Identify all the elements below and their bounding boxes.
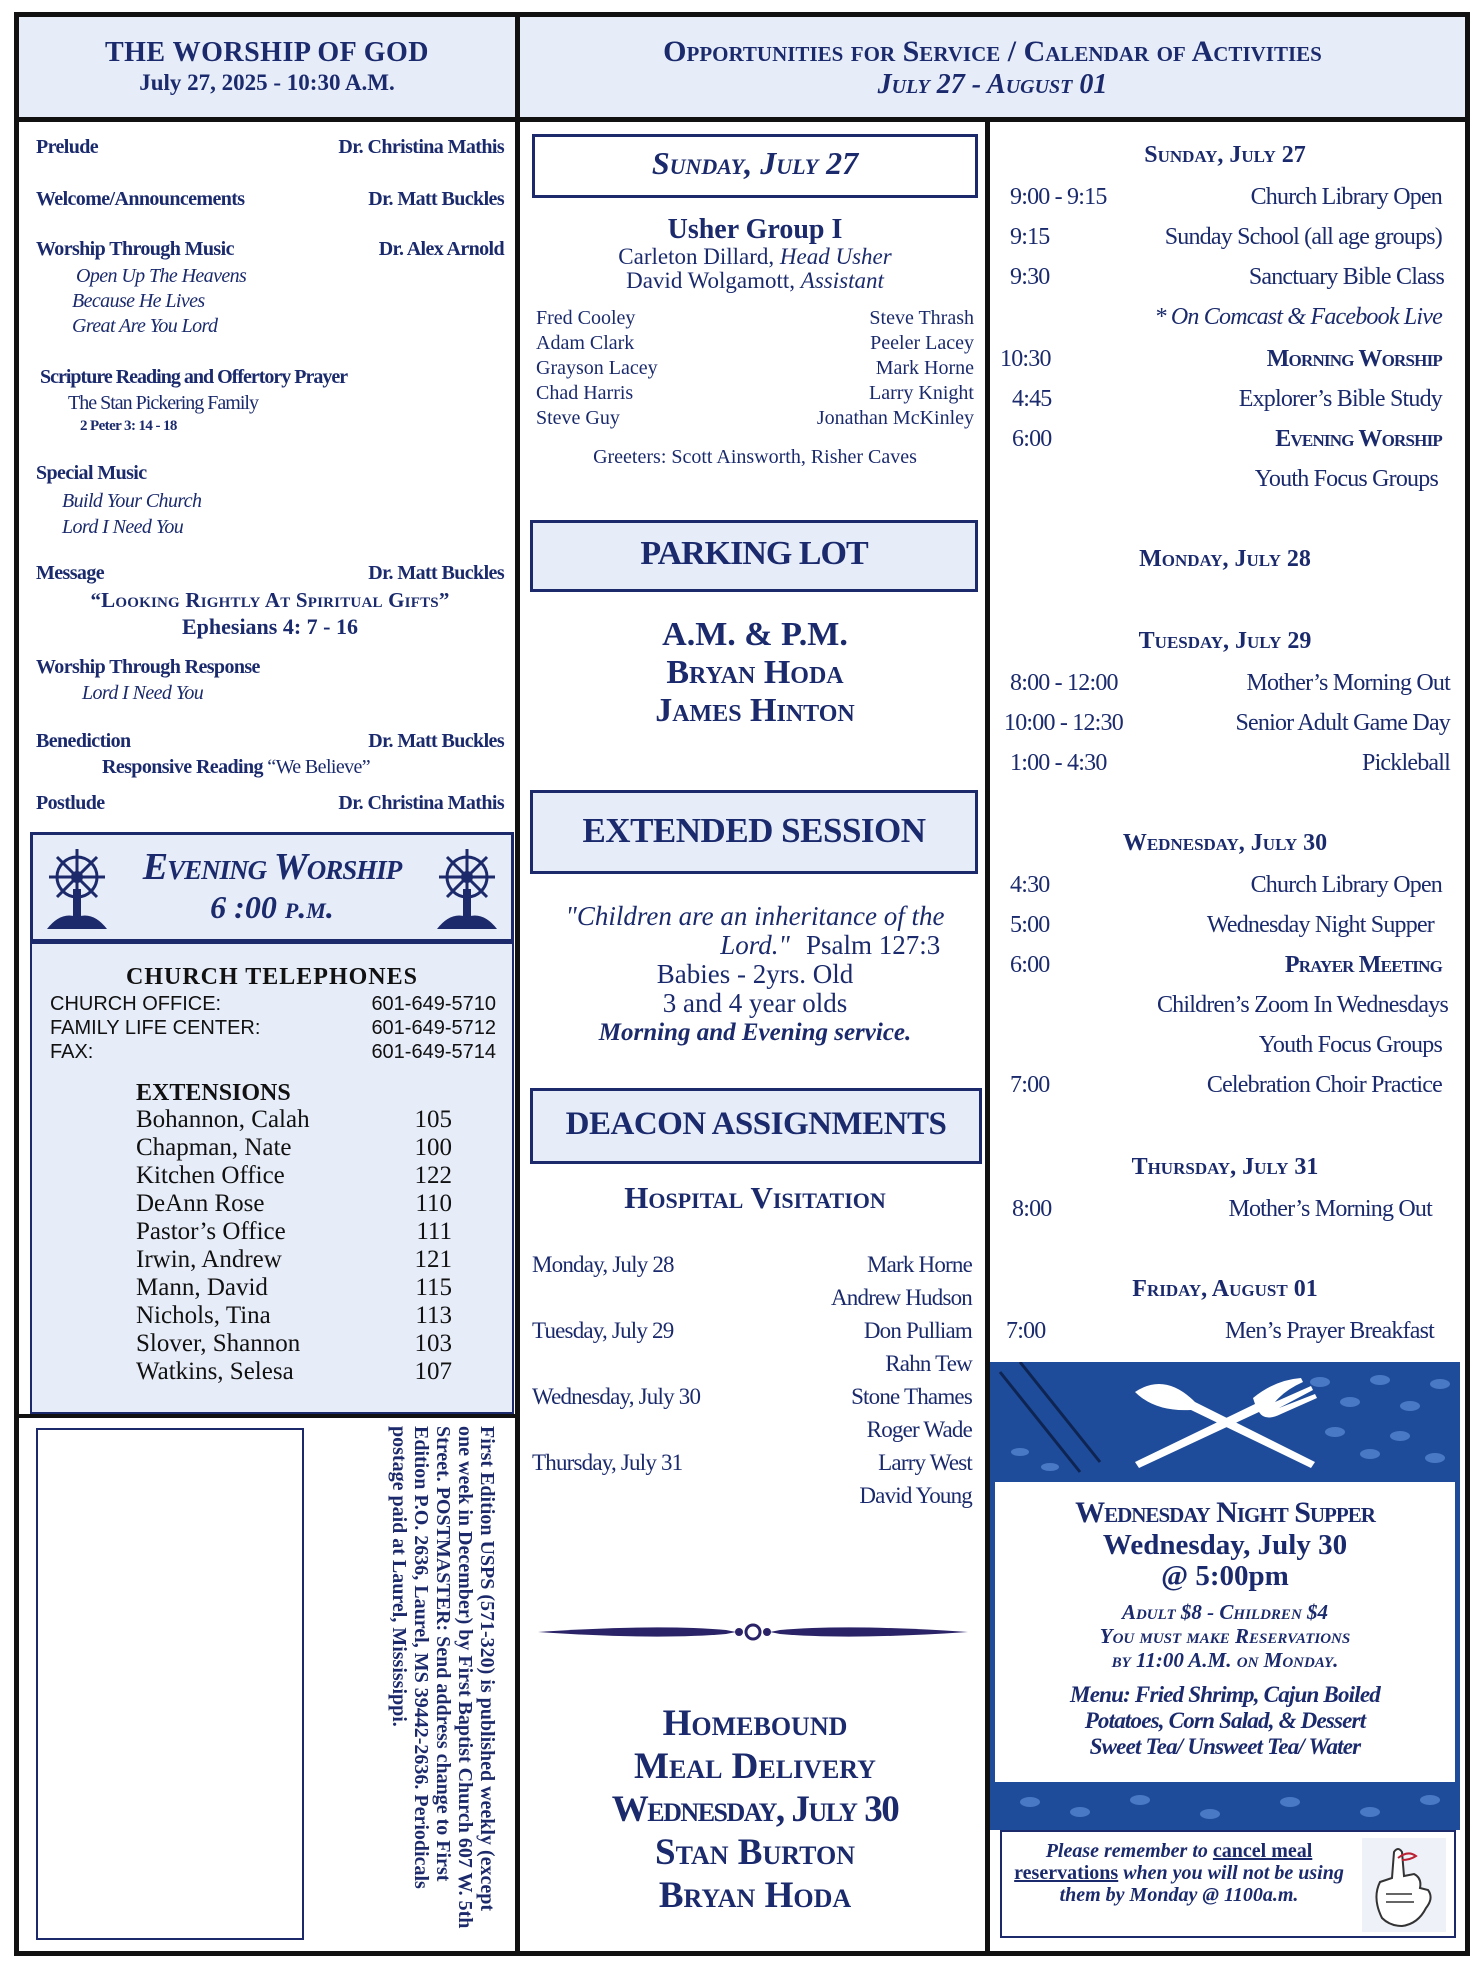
sunday-box [532, 134, 978, 198]
homebound-line: Meal Delivery [634, 1746, 876, 1787]
extension-number: 110 [415, 1190, 452, 1217]
extension-number: 107 [414, 1358, 452, 1385]
event-time: 10:30 [1000, 346, 1051, 372]
reminder-post: when you will not be using them by Monday @ 1100a.m. [1059, 1862, 1344, 1906]
response-song: Lord I Need You [82, 682, 204, 704]
decorative-divider-icon [536, 1620, 970, 1644]
supper-price: Adult $8 - Children $4 [1121, 1600, 1329, 1624]
deacon-entry [532, 1248, 972, 1314]
extension-name: Bohannon, Calah [136, 1106, 310, 1133]
extension-row [136, 1106, 452, 1134]
worship-item [36, 238, 504, 261]
usher-list [536, 306, 974, 431]
event-name: Church Library Open [1250, 872, 1442, 898]
event-name: Mother’s Morning Out [1246, 670, 1450, 696]
extension-number: 111 [416, 1218, 452, 1245]
event-time: 8:00 - 12:00 [1010, 670, 1118, 696]
usher-name: Larry Knight [869, 382, 974, 404]
extension-name: Pastor’s Office [136, 1218, 286, 1245]
worship-item [36, 188, 504, 211]
opportunities-header [520, 17, 1465, 117]
church-telephones-box [30, 942, 514, 1414]
extension-name: Nichols, Tina [136, 1302, 271, 1329]
lower-left-divider [19, 1414, 515, 1418]
song-title: Open Up The Heavens [76, 265, 247, 287]
reminder-text [1014, 1840, 1344, 1906]
worship-item-label: Benediction [36, 730, 131, 752]
event-name: Sunday School (all age groups) [1164, 224, 1442, 250]
event-time: 9:30 [1010, 264, 1050, 290]
supper-banner [990, 1362, 1460, 1830]
deacon-day: Thursday, July 31 [532, 1450, 683, 1475]
extension-number: 115 [415, 1274, 452, 1301]
worship-item-person: Dr. Christina Mathis [338, 136, 504, 158]
deacon-day: Monday, July 28 [532, 1252, 674, 1277]
worship-item-person: Dr. Matt Buckles [368, 730, 504, 752]
extension-number: 100 [414, 1134, 452, 1161]
telephone-line [50, 1040, 496, 1064]
scripture-family: The Stan Pickering Family [68, 392, 258, 414]
worship-item [36, 136, 504, 159]
usher-name: Grayson Lacey [536, 357, 658, 379]
event-time: 10:00 - 12:30 [1004, 710, 1123, 736]
banner-pattern [990, 1782, 1460, 1830]
event-name: Evening Worship [1275, 426, 1442, 452]
event-name: Children’s Zoom In Wednesdays [1156, 992, 1448, 1018]
song-title: Because He Lives [72, 290, 205, 312]
postal-notice: First Edition USPS (571-320) is published weekly (except one week in December) by First Baptist Church 607 W. 5th Street. POSTMASTER: Send address change to First Edition P.O. 2636, Laurel, MS 39442-2636. Periodicals postage paid at Laurel, Mississippi. [388, 1426, 498, 1929]
deacon-name: Rahn Tew [885, 1351, 972, 1376]
extension-number: 122 [414, 1162, 452, 1189]
calendar-day-title: Friday, August 01 [1132, 1276, 1318, 1302]
special-songs [62, 488, 201, 540]
deacon-name: Andrew Hudson [831, 1285, 972, 1310]
event-time: 7:00 [1010, 1072, 1050, 1098]
extension-row [136, 1330, 452, 1358]
homebound-line: Bryan Hoda [658, 1875, 852, 1916]
worship-title: THE WORSHIP OF GOD [104, 37, 430, 68]
telephone-label: FAX: [50, 1041, 94, 1063]
sunday-box-title: Sunday, July 27 [651, 145, 859, 181]
deacon-name: Larry West [878, 1450, 972, 1475]
supper-menu: Sweet Tea/ Unsweet Tea/ Water [1089, 1734, 1361, 1759]
extension-row [136, 1218, 452, 1246]
event-name: Youth Focus Groups [1254, 466, 1438, 492]
reminder-pre: Please remember to [1045, 1840, 1208, 1862]
event-time: 8:00 [1012, 1196, 1052, 1222]
telephone-list [50, 992, 496, 1064]
event-name: Pickleball [1362, 750, 1450, 776]
event-name: Prayer Meeting [1284, 952, 1442, 978]
assistant-usher-role: Assistant [800, 268, 884, 293]
hand-with-string-icon [1362, 1838, 1446, 1932]
homebound-line: Homebound [662, 1703, 848, 1744]
opportunities-dates: July 27 - August 01 [877, 69, 1108, 100]
worship-item-label: Worship Through Music [36, 238, 234, 260]
parking-line: James Hinton [655, 692, 855, 729]
extended-line: Morning and Evening service. [598, 1019, 912, 1046]
deacon-name: David Young [859, 1483, 972, 1508]
calendar-day-title: Thursday, July 31 [1131, 1154, 1319, 1180]
telephone-number: 601-649-5710 [371, 993, 496, 1015]
worship-item [36, 792, 504, 815]
extension-name: Chapman, Nate [136, 1134, 292, 1161]
extended-line: 3 and 4 year olds [662, 988, 848, 1018]
song-title: Lord I Need You [62, 516, 184, 538]
event-time: 6:00 [1010, 952, 1050, 978]
event-name: Sanctuary Bible Class [1248, 264, 1444, 290]
event-time: 9:00 - 9:15 [1010, 184, 1107, 210]
usher-name: Steve Guy [536, 407, 620, 429]
telephone-line [50, 1016, 496, 1040]
extension-number: 105 [414, 1106, 452, 1133]
extensions-title: EXTENSIONS [136, 1080, 291, 1106]
telephone-line [50, 992, 496, 1016]
extension-row [136, 1274, 452, 1302]
song-title: Build Your Church [62, 490, 202, 512]
worship-item-label: Message [36, 562, 104, 584]
column-divider-left [515, 12, 520, 1956]
usher-name: Steve Thrash [869, 307, 974, 329]
parking-lot-box [530, 520, 978, 592]
supper-title: Wednesday Night Supper [1075, 1496, 1375, 1529]
homebound-meal-delivery [532, 1702, 978, 1917]
event-name: Men’s Prayer Breakfast [1225, 1318, 1434, 1344]
head-usher [532, 244, 978, 270]
deacon-schedule [532, 1248, 972, 1512]
calendar-day-title: Sunday, July 27 [1144, 142, 1306, 168]
worship-item [36, 562, 504, 585]
extended-session-title: EXTENDED SESSION [582, 811, 926, 850]
worship-item-label: Welcome/Announcements [36, 188, 245, 210]
opportunities-title: Opportunities for Service / Calendar of Activities [663, 35, 1322, 68]
extended-line: Babies - 2yrs. Old [656, 959, 854, 989]
extension-row [136, 1302, 452, 1330]
extension-name: Watkins, Selesa [136, 1358, 294, 1385]
postal-notice-wrapper [318, 1426, 498, 1938]
deacon-entry [532, 1380, 972, 1446]
greeters: Greeters: Scott Ainsworth, Risher Caves [593, 446, 917, 468]
telephones-title: CHURCH TELEPHONES [126, 964, 418, 990]
extended-verse-ref: Psalm 127:3 [806, 930, 941, 960]
event-name: Church Library Open [1250, 184, 1442, 210]
usher-row [536, 331, 974, 356]
telephone-number: 601-649-5714 [371, 1041, 496, 1063]
head-usher-name: Carleton Dillard, [618, 244, 775, 269]
deacon-entry [532, 1446, 972, 1512]
head-usher-role: Head Usher [779, 244, 892, 269]
event-name: Mother’s Morning Out [1228, 1196, 1432, 1222]
responsive-reading [102, 756, 370, 779]
assistant-usher-name: David Wolgamott, [626, 268, 796, 293]
extended-verse: "Children are an inheritance of the Lord." [565, 901, 945, 960]
calendar-day-title: Wednesday, July 30 [1122, 830, 1328, 856]
extension-name: Irwin, Andrew [136, 1246, 282, 1273]
responsive-label: Responsive Reading [102, 756, 263, 778]
supper-reservation: You must make Reservations [1099, 1624, 1351, 1648]
extended-session-box [530, 790, 978, 874]
event-time: 9:15 [1010, 224, 1050, 250]
mailing-label-box [36, 1428, 304, 1940]
extended-session-details [532, 902, 978, 1047]
assistant-usher [532, 268, 978, 294]
supper-time: @ 5:00pm [1161, 1560, 1289, 1592]
evening-worship-time: 6 :00 p.m. [210, 889, 334, 925]
extension-row [136, 1134, 452, 1162]
deacon-name: Don Pulliam [863, 1318, 972, 1343]
extension-number: 103 [414, 1330, 452, 1357]
worship-item-person: Dr. Christina Mathis [338, 792, 504, 814]
deacon-day: Tuesday, July 29 [532, 1318, 674, 1343]
message-ref: Ephesians 4: 7 - 16 [181, 614, 359, 639]
supper-menu: Menu: Fried Shrimp, Cajun Boiled [1070, 1682, 1380, 1707]
worship-item-person: Dr. Alex Arnold [378, 238, 504, 260]
homebound-line: Wednesday, July 30 [611, 1789, 899, 1830]
usher-name: Jonathan McKinley [816, 407, 974, 429]
extension-name: Mann, David [136, 1274, 268, 1301]
usher-name: Adam Clark [536, 332, 635, 354]
worship-item-label: Postlude [36, 792, 105, 814]
reminder-box [1000, 1830, 1456, 1938]
calendar-day-title: Monday, July 28 [1139, 546, 1311, 572]
extension-row [136, 1190, 452, 1218]
event-name: Wednesday Night Supper [1206, 912, 1434, 938]
scripture-ref: 2 Peter 3: 14 - 18 [80, 418, 177, 434]
supper-date: Wednesday, July 30 [1102, 1529, 1348, 1561]
usher-row [536, 356, 974, 381]
telephone-number: 601-649-5712 [371, 1017, 496, 1039]
extension-row [136, 1358, 452, 1386]
deacon-name: Stone Thames [851, 1384, 972, 1409]
supper-menu: Potatoes, Corn Salad, & Dessert [1084, 1708, 1366, 1733]
reminder-link: cancel meal reservations [1014, 1840, 1313, 1884]
extension-name: Slover, Shannon [136, 1330, 301, 1357]
message-title: “Looking Rightly At Spiritual Gifts” [90, 588, 450, 612]
event-name: Youth Focus Groups [1258, 1032, 1442, 1058]
supper-reservation: by 11:00 A.M. on Monday. [1111, 1648, 1339, 1672]
extensions-list [136, 1106, 452, 1386]
hospital-visitation-title: Hospital Visitation [624, 1180, 886, 1215]
worship-item-label: Scripture Reading and Offertory Prayer [40, 366, 348, 388]
telephone-label: FAMILY LIFE CENTER: [50, 1017, 261, 1039]
deacon-entry [532, 1314, 972, 1380]
music-songs [72, 264, 247, 339]
deacon-assignments-box [530, 1088, 982, 1164]
usher-group-title: Usher Group I [667, 214, 843, 245]
evening-worship-title: Evening Worship [142, 846, 402, 888]
extension-number: 121 [414, 1246, 452, 1273]
extension-name: Kitchen Office [136, 1162, 285, 1189]
event-name: Explorer’s Bible Study [1238, 386, 1442, 412]
worship-item-label: Worship Through Response [36, 656, 260, 678]
event-time: 5:00 [1010, 912, 1050, 938]
worship-item-person: Dr. Matt Buckles [368, 562, 504, 584]
extension-number: 113 [415, 1302, 452, 1329]
event-time: 6:00 [1012, 426, 1052, 452]
usher-name: Peeler Lacey [870, 332, 974, 354]
usher-row [536, 306, 974, 331]
deacon-assignments-title: DEACON ASSIGNMENTS [565, 1106, 947, 1142]
telephone-label: CHURCH OFFICE: [50, 993, 222, 1015]
parking-lot-title: PARKING LOT [640, 535, 868, 572]
song-title: Great Are You Lord [72, 315, 218, 337]
worship-item-label: Special Music [36, 462, 147, 484]
worship-item-label: Prelude [36, 136, 99, 158]
worship-date: July 27, 2025 - 10:30 A.M. [139, 70, 395, 95]
usher-section [532, 214, 978, 294]
event-time: 1:00 - 4:30 [1010, 750, 1107, 776]
supper-details [995, 1482, 1455, 1782]
deacon-name: Mark Horne [866, 1252, 972, 1277]
extension-name: DeAnn Rose [136, 1190, 265, 1217]
responsive-title: “We Believe” [267, 756, 371, 778]
extension-row [136, 1162, 452, 1190]
extension-row [136, 1246, 452, 1274]
usher-name: Mark Horne [875, 357, 974, 379]
event-time: 7:00 [1006, 1318, 1046, 1344]
worship-header [19, 17, 515, 117]
parking-line: Bryan Hoda [666, 654, 844, 691]
evening-worship-box [30, 832, 514, 942]
parking-assignments [532, 616, 978, 730]
homebound-line: Stan Burton [655, 1832, 855, 1873]
calendar-day-title: Tuesday, July 29 [1138, 628, 1312, 654]
usher-row [536, 381, 974, 406]
event-name: Senior Adult Game Day [1235, 710, 1450, 736]
worship-item [36, 730, 504, 753]
event-name: Celebration Choir Practice [1206, 1072, 1442, 1098]
usher-row [536, 406, 974, 431]
usher-name: Chad Harris [536, 382, 634, 404]
header-divider [14, 117, 1470, 122]
deacon-name: Roger Wade [866, 1417, 972, 1442]
deacon-day: Wednesday, July 30 [532, 1384, 701, 1409]
usher-name: Fred Cooley [536, 307, 636, 329]
event-name: * On Comcast & Facebook Live [1154, 304, 1442, 330]
event-time: 4:45 [1012, 386, 1052, 412]
worship-item-person: Dr. Matt Buckles [368, 188, 504, 210]
event-time: 4:30 [1010, 872, 1050, 898]
parking-line: A.M. & P.M. [662, 616, 848, 653]
event-name: Morning Worship [1266, 346, 1442, 372]
fork-and-knife-icon [1125, 1372, 1325, 1472]
